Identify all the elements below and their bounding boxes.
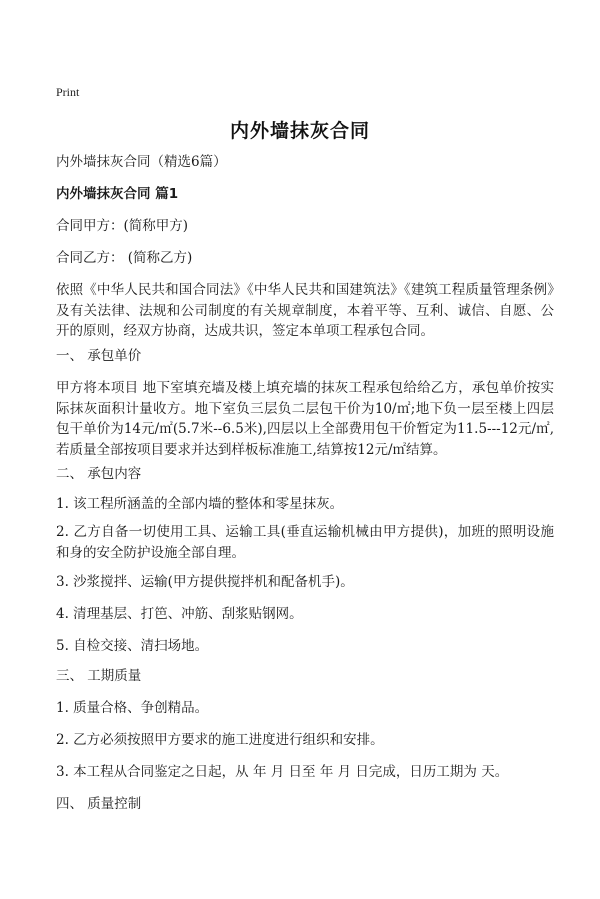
list-item: 1. 该工程所涵盖的全部内墙的整体和零星抹灰。 <box>56 496 344 512</box>
list-item: 3. 沙浆搅拌、运输(甲方提供搅拌机和配备机手)。 <box>56 574 354 590</box>
list-item: 4. 清理基层、打笆、冲筋、刮浆贴钢网。 <box>56 606 303 622</box>
print-label: Print <box>56 85 80 99</box>
sec4-heading: 四、 质量控制 <box>56 796 142 812</box>
list-item: 2. 乙方必须按照甲方要求的施工进度进行组织和安排。 <box>56 732 384 748</box>
list-item: 5. 自检交接、清扫场地。 <box>56 638 209 654</box>
sec1-body: 甲方将本项目 地下室填充墙及楼上填充墙的抹灰工程承包给给乙方，承包单价按实际抹灰面积计量收方。地下室负三层负二层包干价为10/㎡;地下负一层至楼上四层包干单价为14元/㎡(5.7米--6.5米),四层以上全部费用包干价暂定为11.5---12元/㎡,若质量全部按项目要求并达到样板标准施工,结算按12元/㎡结算。 <box>56 380 554 458</box>
sec1-heading: 一、 承包单价 <box>56 348 142 364</box>
document-subtitle: 内外墙抹灰合同（精选6篇） <box>56 154 227 170</box>
list-item: 2. 乙方自备一切使用工具、运输工具(垂直运输机械由甲方提供)，加班的照明设施和身的安全防护设施全部自理。 <box>56 524 554 561</box>
intro-paragraph: 依照《中华人民共和国合同法》《中华人民共和国建筑法》《建筑工程质量管理条例》及有关法律、法规和公司制度的有关规章制度，本着平等、互利、诚信、自愿、公开的原则，经双方协商，达成共识，签定本单项工程承包合同。 <box>56 282 554 339</box>
list-item: 3. 本工程从合同鉴定之日起，从 年 月 日至 年 月 日完成，日历工期为 天。 <box>56 764 509 780</box>
page-title: 内外墙抹灰合同 <box>229 120 370 142</box>
party-a-line: 合同甲方：(简称甲方) <box>56 218 189 234</box>
list-item: 1. 质量合格、争创精品。 <box>56 700 209 716</box>
party-b-line: 合同乙方： (简称乙方) <box>56 250 193 266</box>
section-heading: 内外墙抹灰合同 篇1 <box>56 186 179 202</box>
sec3-heading: 三、 工期质量 <box>56 668 142 684</box>
sec2-heading: 二、 承包内容 <box>56 466 142 482</box>
